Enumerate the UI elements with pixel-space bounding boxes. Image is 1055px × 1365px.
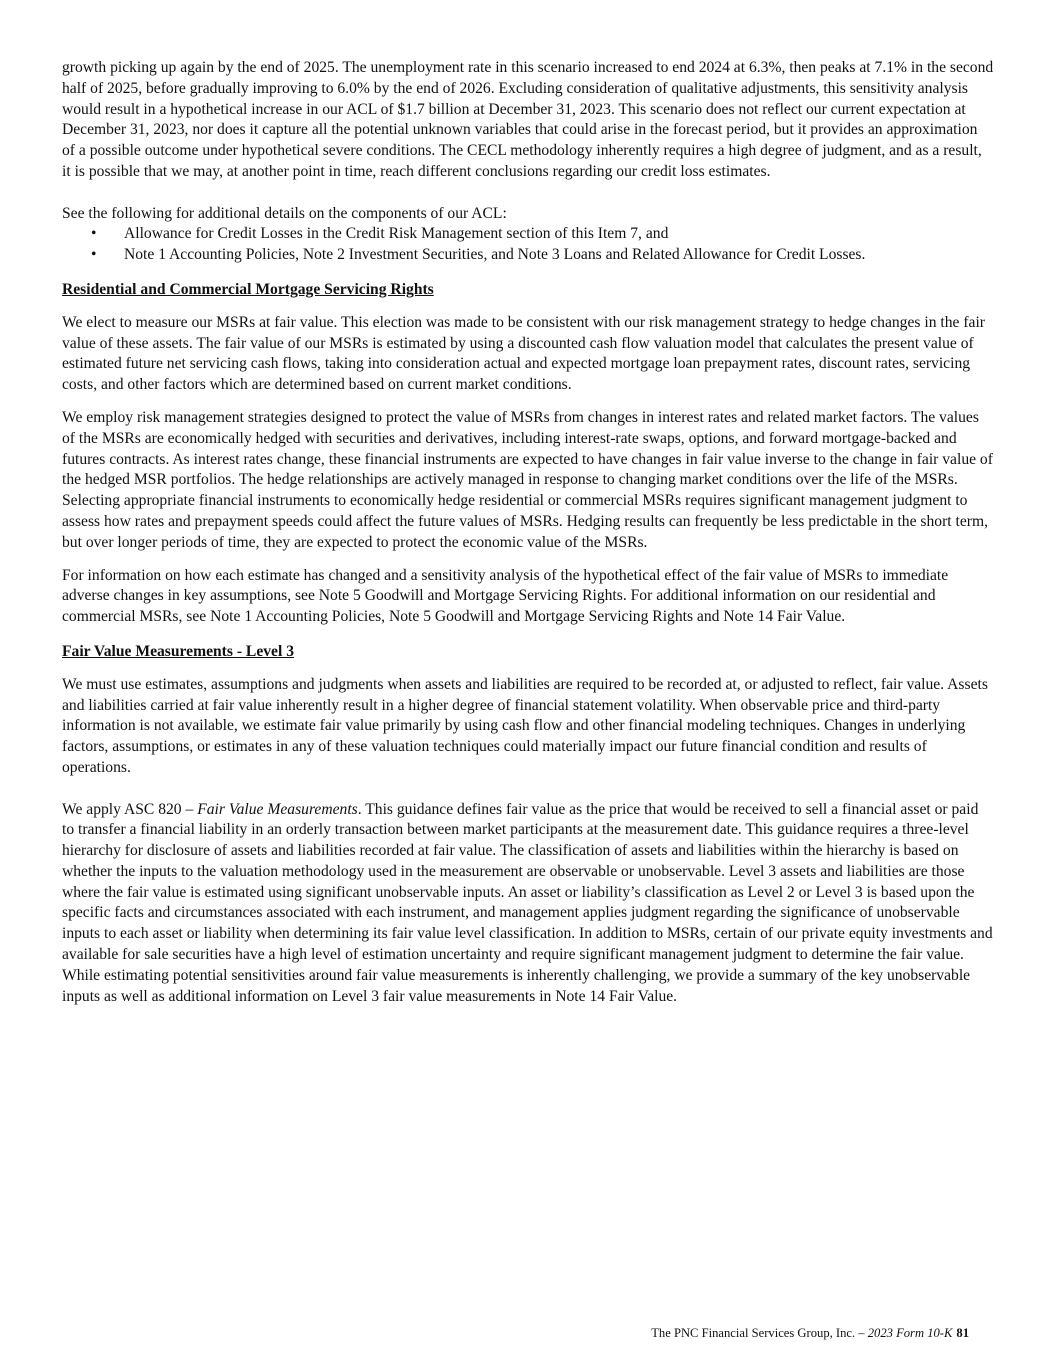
document-body bbox=[62, 58, 994, 1007]
paragraph-msr-risk-management: We employ risk management strategies designed to protect the value of MSRs from changes in interest rates and related market factors. The values of the MSRs are economically hedged with securities and derivatives, including interest-rate swaps, options, and forward mortgage-backed and futures contracts. As interest rates change, these financial instruments are expected to have changes in fair value inverse to the change in fair value of the hedged MSR portfolios. The hedge relationships are actively managed in response to changing market conditions over the life of the MSRs. Selecting appropriate financial instruments to economically hedge residential or commercial MSRs requires significant management judgment to assess how rates and prepayment speeds could affect the future values of MSRs. Hedging results can frequently be less predictable in the short term, but over longer periods of time, they are expected to protect the economic value of the MSRs. bbox=[62, 408, 993, 551]
asc-820-title: Fair Value Measurements bbox=[197, 800, 358, 818]
asc-820-lead: We apply ASC 820 – bbox=[62, 800, 198, 818]
paragraph-acl-scenario: growth picking up again by the end of 2025. The unemployment rate in this scenario increased to end 2024 at 6.3%, then peaks at 7.1% in the second half of 2025, before gradually improving to 6.0% by the end of 2026. Excluding consideration of qualitative adjustments, this sensitivity analysis would result in a hypothetical increase in our ACL of $1.7 billion at December 31, 2023. This scenario does not reflect our current expectation at December 31, 2023, nor does it capture all the potential unknown variables that could arise in the forecast period, but it provides an approximation of a possible outcome under hypothetical severe conditions. The CECL methodology inherently requires a high degree of judgment, and as a result, it is possible that we may, at another point in time, reach different conclusions regarding our credit loss estimates. bbox=[62, 59, 994, 180]
list-item-text: Note 1 Accounting Policies, Note 2 Investment Securities, and Note 3 Loans and Related Allowance for Credit Losses. bbox=[124, 246, 866, 264]
asc-820-body: . This guidance defines fair value as the price that would be received to sell a financial asset or paid to transfer a financial liability in an orderly transaction between market participants at the measurement date. This guidance requires a three-level hierarchy for disclosure of assets and liabilities recorded at fair value. The classification of assets and liabilities within the hierarchy is based on whether the inputs to the valuation methodology used in the measurement are observable or unobservable. Level 3 assets and liabilities are those where the fair value is estimated using significant unobservable inputs. An asset or liability’s classification as Level 2 or Level 3 is based upon the specific facts and circumstances associated with each instrument, and management applies judgment regarding the significance of unobservable inputs to each asset or liability when determining its fair value level classification. In addition to MSRs, certain of our private equity investments and available for sale securities have a high level of estimation uncertainty and require significant management judgment to determine the fair value. While estimating potential sensitivities around fair value measurements is inherently challenging, we provide a summary of the key unobservable inputs as well as additional information on Level 3 fair value measurements in Note 14 Fair Value. bbox=[62, 800, 993, 1005]
footer-company: The PNC Financial Services Group, Inc. – bbox=[651, 1326, 868, 1340]
paragraph-fair-value-estimates: We must use estimates, assumptions and judgments when assets and liabilities are required to be recorded at, or adjusted to reflect, fair value. Assets and liabilities carried at fair value inherently result in a higher degree of financial statement volatility. When observable price and third-party information is not available, we estimate fair value primarily by using cash flow and other financial modeling techniques. Changes in underlying factors, assumptions, or estimates in any of these valuation techniques could materially impact our future financial condition and results of operations. bbox=[62, 675, 988, 776]
page-number: 81 bbox=[956, 1326, 969, 1340]
page-footer bbox=[651, 1325, 969, 1341]
paragraph-msr-fair-value: We elect to measure our MSRs at fair value. This election was made to be consistent with our risk management strategy to hedge changes in the fair value of these assets. The fair value of our MSRs is estimated by using a discounted cash flow valuation model that calculates the present value of estimated future net servicing cash flows, taking into consideration actual and expected mortgage loan prepayment rates, discount rates, servicing costs, and other factors which are determined based on current market conditions. bbox=[62, 313, 985, 394]
list-item bbox=[62, 224, 994, 245]
footer-form: 2023 Form 10-K bbox=[867, 1326, 953, 1340]
list-item-text: Allowance for Credit Losses in the Credit Risk Management section of this Item 7, and bbox=[124, 225, 669, 243]
paragraph-acl-components-intro: See the following for additional details on the components of our ACL: bbox=[62, 204, 507, 222]
acl-components-list bbox=[62, 224, 994, 266]
paragraph-msr-additional-info: For information on how each estimate has changed and a sensitivity analysis of the hypothetical effect of the fair value of MSRs to immediate adverse changes in key assumptions, see Note 5 Goodwill and Mortgage Servicing Rights. For additional information on our residential and commercial MSRs, see Note 1 Accounting Policies, Note 5 Goodwill and Mortgage Servicing Rights and Note 14 Fair Value. bbox=[62, 566, 949, 626]
list-item bbox=[62, 245, 994, 266]
bullet-icon: • bbox=[91, 225, 97, 243]
section-heading-msr: Residential and Commercial Mortgage Servicing Rights bbox=[62, 280, 434, 298]
paragraph-asc-820 bbox=[62, 800, 994, 1008]
bullet-icon: • bbox=[91, 246, 97, 264]
section-heading-fair-value: Fair Value Measurements - Level 3 bbox=[62, 642, 295, 660]
